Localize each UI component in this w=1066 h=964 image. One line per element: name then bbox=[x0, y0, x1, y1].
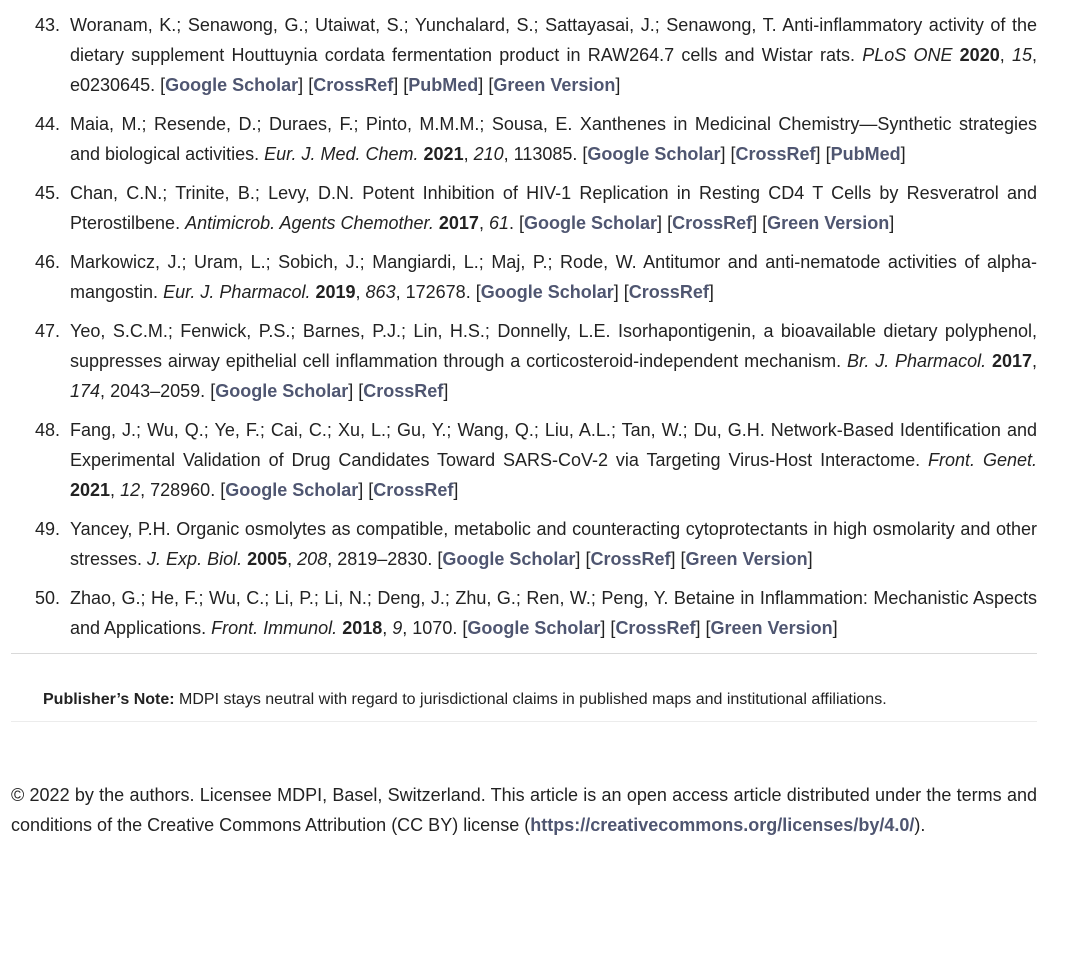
google-scholar-link[interactable]: Google Scholar bbox=[442, 549, 576, 569]
green-version-link[interactable]: Green Version bbox=[767, 213, 890, 233]
reference-authors: Zhao, G.; He, F.; Wu, C.; Li, P.; Li, N.; Deng, J.; Zhu, G.; Ren, W.; Peng, Y. bbox=[70, 588, 669, 608]
reference-year: 2020 bbox=[959, 45, 1000, 65]
copyright-text-end: ). bbox=[914, 815, 926, 835]
reference-number-text: 44. bbox=[34, 114, 60, 134]
reference-authors: Fang, J.; Wu, Q.; Ye, F.; Cai, C.; Xu, L.; Gu, Y.; Wang, Q.; Liu, A.L.; Tan, W.; Du, G.H. bbox=[70, 420, 765, 440]
reference-year: 2018 bbox=[342, 618, 383, 638]
crossref-link[interactable]: CrossRef bbox=[672, 213, 753, 233]
crossref-link[interactable]: CrossRef bbox=[590, 549, 671, 569]
google-scholar-link[interactable]: Google Scholar bbox=[225, 480, 359, 500]
publisher-note bbox=[11, 685, 1037, 722]
reference-authors: Yancey, P.H. bbox=[70, 519, 171, 539]
reference-body: Zhao, G.; He, F.; Wu, C.; Li, P.; Li, N.; Deng, J.; Zhu, G.; Ren, W.; Peng, Y. Betaine in Inflammation: Mechanistic Aspects and Applications. Front. Immunol. 2018, 9, 1070. [Google Scholar] [CrossRef] [Green Version] bbox=[70, 588, 1037, 638]
copyright-notice bbox=[11, 780, 1037, 840]
reference-pages: 2043–2059 bbox=[110, 381, 201, 401]
crossref-link[interactable]: CrossRef bbox=[313, 75, 394, 95]
reference-year: 2021 bbox=[70, 480, 111, 500]
reference-number bbox=[11, 178, 70, 238]
google-scholar-link[interactable]: Google Scholar bbox=[467, 618, 601, 638]
reference-number-text: 45. bbox=[34, 183, 60, 203]
reference-item bbox=[11, 247, 1037, 307]
reference-volume: 61 bbox=[488, 213, 509, 233]
copyright-text: © 2022 by the authors. Licensee MDPI, Basel, Switzerland. This article is an open access article distributed under the terms and conditions of the Creative Commons Attribution (CC BY) license ( bbox=[11, 785, 1037, 835]
reference-volume: 208 bbox=[297, 549, 328, 569]
reference-number bbox=[11, 10, 70, 100]
reference-year: 2017 bbox=[991, 351, 1032, 371]
reference-number-text: 43. bbox=[34, 15, 60, 35]
reference-title: Organic osmolytes as compatible, metabolic and counteracting cytoprotectants in high osmolarity and other stresses. bbox=[70, 519, 1037, 569]
reference-authors: Chan, C.N.; Trinite, B.; Levy, D.N. bbox=[70, 183, 355, 203]
reference-item bbox=[11, 583, 1037, 643]
reference-year: 2005 bbox=[247, 549, 288, 569]
reference-body: Chan, C.N.; Trinite, B.; Levy, D.N. Potent Inhibition of HIV-1 Replication in Resting CD4 T Cells by Resveratrol and Pterostilbene. Antimicrob. Agents Chemother. 2017, 61. [Google Scholar] [CrossRef] [Green Version] bbox=[70, 183, 1037, 233]
reference-volume: 9 bbox=[392, 618, 403, 638]
google-scholar-link[interactable]: Google Scholar bbox=[480, 282, 614, 302]
reference-journal: Front. Genet. bbox=[928, 450, 1037, 470]
reference-number bbox=[11, 415, 70, 505]
reference-item bbox=[11, 415, 1037, 505]
section-divider bbox=[11, 653, 1037, 654]
green-version-link[interactable]: Green Version bbox=[493, 75, 616, 95]
reference-number-text: 50. bbox=[34, 588, 60, 608]
reference-body: Yancey, P.H. Organic osmolytes as compatible, metabolic and counteracting cytoprotectants in high osmolarity and other stresses. J. Exp. Biol. 2005, 208, 2819–2830. [Google Scholar] [CrossRef] [Green Version] bbox=[70, 519, 1037, 569]
reference-number-text: 48. bbox=[34, 420, 60, 440]
reference-authors: Maia, M.; Resende, D.; Duraes, F.; Pinto, M.M.M.; Sousa, E. bbox=[70, 114, 573, 134]
reference-title: Potent Inhibition of HIV-1 Replication in Resting CD4 T Cells by Resveratrol and Pterostilbene. bbox=[70, 183, 1037, 233]
reference-body: Markowicz, J.; Uram, L.; Sobich, J.; Mangiardi, L.; Maj, P.; Rode, W. Antitumor and anti-nematode activities of alpha-mangostin. Eur. J. Pharmacol. 2019, 863, 172678. [Google Scholar] [CrossRef] bbox=[70, 252, 1037, 302]
reference-journal: PLoS ONE bbox=[862, 45, 953, 65]
reference-journal: J. Exp. Biol. bbox=[147, 549, 243, 569]
reference-item bbox=[11, 10, 1037, 100]
reference-title: Anti-inflammatory activity of the dietary supplement Houttuynia cordata fermentation product in RAW264.7 cells and Wistar rats. bbox=[70, 15, 1037, 65]
reference-title: Network-Based Identification and Experimental Validation of Drug Candidates Toward SARS-CoV-2 via Targeting Virus-Host Interactome. bbox=[70, 420, 1037, 470]
reference-journal: Antimicrob. Agents Chemother. bbox=[185, 213, 434, 233]
pubmed-link[interactable]: PubMed bbox=[408, 75, 479, 95]
reference-item bbox=[11, 178, 1037, 238]
reference-number bbox=[11, 109, 70, 169]
google-scholar-link[interactable]: Google Scholar bbox=[587, 144, 721, 164]
reference-number-text: 47. bbox=[34, 321, 60, 341]
green-version-link[interactable]: Green Version bbox=[710, 618, 833, 638]
reference-number-text: 49. bbox=[34, 519, 60, 539]
crossref-link[interactable]: CrossRef bbox=[373, 480, 454, 500]
reference-number bbox=[11, 247, 70, 307]
reference-journal: Eur. J. Pharmacol. bbox=[163, 282, 311, 302]
reference-number bbox=[11, 583, 70, 643]
reference-number bbox=[11, 316, 70, 406]
reference-body: Yeo, S.C.M.; Fenwick, P.S.; Barnes, P.J.; Lin, H.S.; Donnelly, L.E. Isorhapontigenin, a bioavailable dietary polyphenol, suppresses airway epithelial cell inflammation through a corticosteroid-independent mechanism. Br. J. Pharmacol. 2017, 174, 2043–2059. [Google Scholar] [CrossRef] bbox=[70, 321, 1037, 401]
google-scholar-link[interactable]: Google Scholar bbox=[215, 381, 349, 401]
pubmed-link[interactable]: PubMed bbox=[830, 144, 901, 164]
reference-volume: 174 bbox=[70, 381, 101, 401]
reference-pages: 113085 bbox=[513, 144, 573, 164]
reference-title: Isorhapontigenin, a bioavailable dietary polyphenol, suppresses airway epithelial cell inflammation through a corticosteroid-independent mechanism. bbox=[70, 321, 1037, 371]
reference-body: Woranam, K.; Senawong, G.; Utaiwat, S.; Yunchalard, S.; Sattayasai, J.; Senawong, T. Anti-inflammatory activity of the dietary supplement Houttuynia cordata fermentation product in RAW264.7 cells and Wistar rats. PLoS ONE 2020, 15, e0230645. [Google Scholar] [CrossRef] [PubMed] [Green Version] bbox=[70, 15, 1037, 95]
reference-year: 2017 bbox=[438, 213, 479, 233]
reference-journal: Front. Immunol. bbox=[211, 618, 338, 638]
reference-title: Betaine in Inflammation: Mechanistic Aspects and Applications. bbox=[70, 588, 1037, 638]
reference-body: Maia, M.; Resende, D.; Duraes, F.; Pinto, M.M.M.; Sousa, E. Xanthenes in Medicinal Chemistry—Synthetic strategies and biological activities. Eur. J. Med. Chem. 2021, 210, 113085. [Google Scholar] [CrossRef] [PubMed] bbox=[70, 114, 1037, 164]
reference-item bbox=[11, 109, 1037, 169]
green-version-link[interactable]: Green Version bbox=[685, 549, 808, 569]
reference-pages: e0230645 bbox=[70, 75, 151, 95]
reference-authors: Yeo, S.C.M.; Fenwick, P.S.; Barnes, P.J.; Lin, H.S.; Donnelly, L.E. bbox=[70, 321, 611, 341]
reference-pages: 2819–2830 bbox=[337, 549, 428, 569]
reference-number-text: 46. bbox=[34, 252, 60, 272]
crossref-link[interactable]: CrossRef bbox=[628, 282, 709, 302]
crossref-link[interactable]: CrossRef bbox=[615, 618, 696, 638]
reference-item bbox=[11, 316, 1037, 406]
crossref-link[interactable]: CrossRef bbox=[735, 144, 816, 164]
reference-authors: Markowicz, J.; Uram, L.; Sobich, J.; Mangiardi, L.; Maj, P.; Rode, W. bbox=[70, 252, 637, 272]
reference-body: Fang, J.; Wu, Q.; Ye, F.; Cai, C.; Xu, L.; Gu, Y.; Wang, Q.; Liu, A.L.; Tan, W.; Du, G.H. Network-Based Identification and Experimental Validation of Drug Candidates Toward SARS-CoV-2 via Targeting Virus-Host Interactome. Front. Genet. 2021, 12, 728960. [Google Scholar] [CrossRef] bbox=[70, 420, 1037, 500]
reference-number bbox=[11, 514, 70, 574]
reference-journal: Br. J. Pharmacol. bbox=[847, 351, 987, 371]
crossref-link[interactable]: CrossRef bbox=[363, 381, 444, 401]
google-scholar-link[interactable]: Google Scholar bbox=[165, 75, 299, 95]
reference-item bbox=[11, 514, 1037, 574]
reference-year: 2019 bbox=[315, 282, 356, 302]
publisher-note-label: Publisher’s Note: bbox=[43, 691, 175, 708]
reference-pages: 728960 bbox=[150, 480, 211, 500]
reference-pages: 1070 bbox=[412, 618, 453, 638]
reference-year: 2021 bbox=[423, 144, 464, 164]
reference-pages: 172678 bbox=[405, 282, 466, 302]
reference-volume: 863 bbox=[365, 282, 396, 302]
reference-authors: Woranam, K.; Senawong, G.; Utaiwat, S.; Yunchalard, S.; Sattayasai, J.; Senawong, T. bbox=[70, 15, 777, 35]
license-link[interactable]: https://creativecommons.org/licenses/by/4.0/ bbox=[530, 815, 915, 835]
reference-title: Antitumor and anti-nematode activities of alpha-mangostin. bbox=[70, 252, 1037, 302]
reference-volume: 15 bbox=[1011, 45, 1032, 65]
reference-journal: Eur. J. Med. Chem. bbox=[264, 144, 419, 164]
publisher-note-text: MDPI stays neutral with regard to jurisdictional claims in published maps and institutional affiliations. bbox=[179, 691, 887, 708]
google-scholar-link[interactable]: Google Scholar bbox=[524, 213, 658, 233]
reference-volume: 12 bbox=[120, 480, 141, 500]
reference-title: Xanthenes in Medicinal Chemistry—Synthetic strategies and biological activities. bbox=[70, 114, 1037, 164]
reference-volume: 210 bbox=[473, 144, 504, 164]
